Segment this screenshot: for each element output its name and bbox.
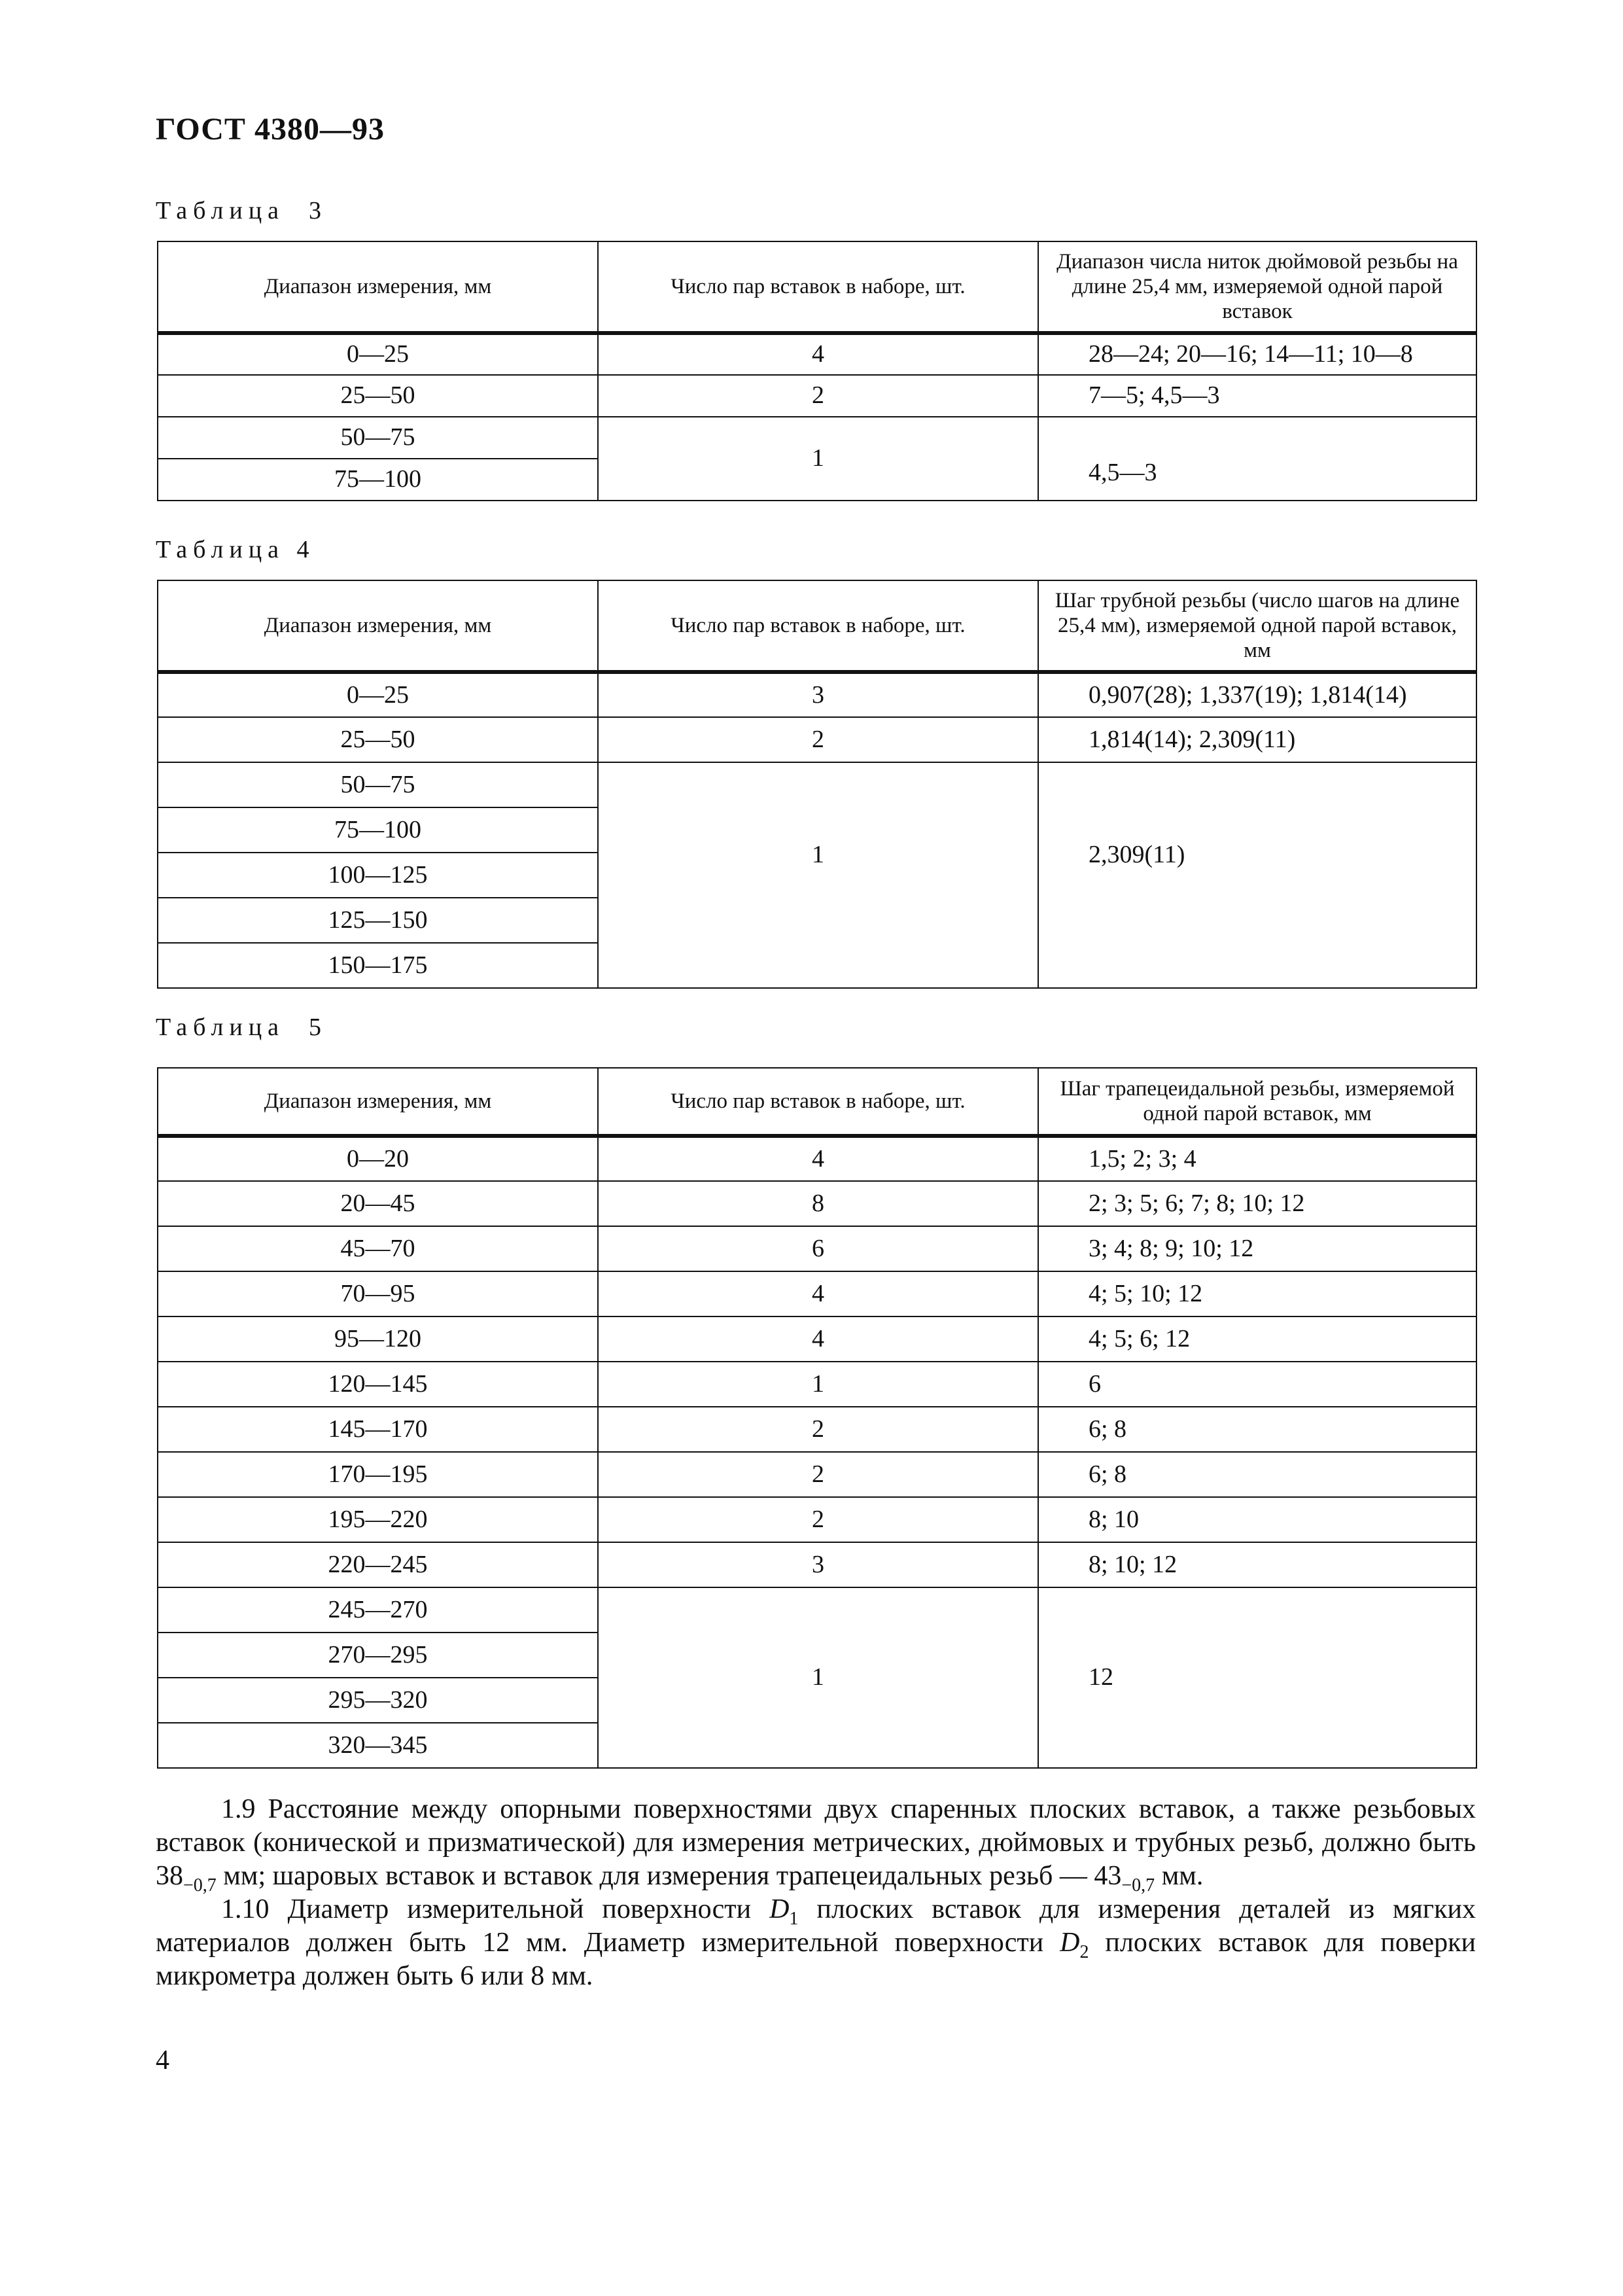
table5-header-range: Диапазон измерения, мм [158, 1068, 598, 1136]
table-cell: 320—345 [158, 1723, 598, 1768]
table-cell: 3 [598, 672, 1038, 717]
table-cell: 50—75 [158, 762, 598, 807]
table-cell: 2 [598, 717, 1038, 762]
table-cell: 4 [598, 1271, 1038, 1316]
table-cell: 45—70 [158, 1226, 598, 1271]
table-cell: 2,309(11) [1038, 762, 1476, 988]
table3-caption: Таблица 3 [156, 197, 328, 224]
table-cell: 75—100 [158, 807, 598, 853]
table-cell: 8 [598, 1181, 1038, 1226]
table-cell: 25—50 [158, 717, 598, 762]
table-cell: 1 [598, 1587, 1038, 1768]
table4 [157, 580, 1477, 989]
table-cell: 28—24; 20—16; 14—11; 10—8 [1038, 333, 1476, 375]
table-cell: 20—45 [158, 1181, 598, 1226]
table5-caption: Таблица 5 [156, 1014, 328, 1041]
table-cell: 245—270 [158, 1587, 598, 1633]
table-cell: 4 [598, 1316, 1038, 1362]
table-cell: 1,814(14); 2,309(11) [1038, 717, 1476, 762]
table-cell: 4 [598, 1136, 1038, 1181]
table-cell: 0—25 [158, 672, 598, 717]
table5 [157, 1067, 1477, 1769]
clause-1-10: 1.10 Диаметр измерительной поверхности $D_1$ плоских вставок для измерения деталей из мягких материалов должен быть 12 мм. Диаметр измерительной поверхности $D_2$ плоских вставок для поверки микрометра должен быть 6 или 8 мм. [156, 1894, 1476, 1991]
table-cell: 295—320 [158, 1678, 598, 1723]
table-cell: 0,907(28); 1,337(19); 1,814(14) [1038, 672, 1476, 717]
table-cell: 270—295 [158, 1633, 598, 1678]
table4-header-range: Диапазон измерения, мм [158, 580, 598, 672]
table-cell: 4; 5; 10; 12 [1038, 1271, 1476, 1316]
table-cell: 0—20 [158, 1136, 598, 1181]
table3-header-pairs: Число пар вставок в наборе, шт. [598, 241, 1038, 333]
table5-header-pitch: Шаг трапецеидальной резьбы, измеряемой одной парой вставок, мм [1038, 1068, 1476, 1136]
table-cell: 4,5—3 [1038, 417, 1476, 501]
table-cell: 25—50 [158, 375, 598, 417]
table-cell: 8; 10 [1038, 1497, 1476, 1542]
table-cell: 1,5; 2; 3; 4 [1038, 1136, 1476, 1181]
table3-header-threads: Диапазон числа ниток дюймовой резьбы на длине 25,4 мм, измеряемой одной парой вставок [1038, 241, 1476, 333]
table-cell: 2 [598, 375, 1038, 417]
table3 [157, 241, 1477, 501]
table-cell: 0—25 [158, 333, 598, 375]
table-cell: 170—195 [158, 1452, 598, 1497]
page-number: 4 [156, 2045, 169, 2075]
table4-header-pitch: Шаг трубной резьбы (число шагов на длине 25,4 мм), измеряемой одной парой вставок, мм [1038, 580, 1476, 672]
table-cell: 12 [1038, 1587, 1476, 1768]
table-cell: 6 [598, 1226, 1038, 1271]
table-cell: 4; 5; 6; 12 [1038, 1316, 1476, 1362]
table-cell: 150—175 [158, 943, 598, 988]
table-cell: 2 [598, 1497, 1038, 1542]
table-cell: 6; 8 [1038, 1452, 1476, 1497]
table-cell: 2; 3; 5; 6; 7; 8; 10; 12 [1038, 1181, 1476, 1226]
table-cell: 50—75 [158, 417, 598, 459]
table-cell: 7—5; 4,5—3 [1038, 375, 1476, 417]
table-cell: 75—100 [158, 459, 598, 501]
table-cell: 70—95 [158, 1271, 598, 1316]
table-cell: 1 [598, 417, 1038, 501]
table-cell: 3; 4; 8; 9; 10; 12 [1038, 1226, 1476, 1271]
table-cell: 6; 8 [1038, 1407, 1476, 1452]
table4-header-pairs: Число пар вставок в наборе, шт. [598, 580, 1038, 672]
table-cell: 95—120 [158, 1316, 598, 1362]
table-cell: 6 [1038, 1362, 1476, 1407]
table5-header-pairs: Число пар вставок в наборе, шт. [598, 1068, 1038, 1136]
table-cell: 2 [598, 1452, 1038, 1497]
table-cell: 125—150 [158, 898, 598, 943]
table-cell: 4 [598, 333, 1038, 375]
table-cell: 3 [598, 1542, 1038, 1587]
table-cell: 2 [598, 1407, 1038, 1452]
table-cell: 220—245 [158, 1542, 598, 1587]
table-cell: 1 [598, 762, 1038, 988]
table-cell: 120—145 [158, 1362, 598, 1407]
table3-header-range: Диапазон измерения, мм [158, 241, 598, 333]
body-text [156, 1793, 1476, 1993]
table-cell: 100—125 [158, 853, 598, 898]
table-cell: 1 [598, 1362, 1038, 1407]
clause-1-9: 1.9 Расстояние между опорными поверхностями двух спаренных плоских вставок, а также резьбовых вставок (конической и призматической) для измерения метрических, дюймовых и трубных резьб, должно быть $38_{-0,7}$ мм; шаровых вставок и вставок для измерения трапецеидальных резьб — $43_{-0,7}$ мм. [156, 1794, 1476, 1896]
table4-caption: Таблица 4 [156, 536, 315, 563]
table-cell: 8; 10; 12 [1038, 1542, 1476, 1587]
document-code: ГОСТ 4380—93 [156, 112, 385, 147]
table-cell: 195—220 [158, 1497, 598, 1542]
table-cell: 145—170 [158, 1407, 598, 1452]
